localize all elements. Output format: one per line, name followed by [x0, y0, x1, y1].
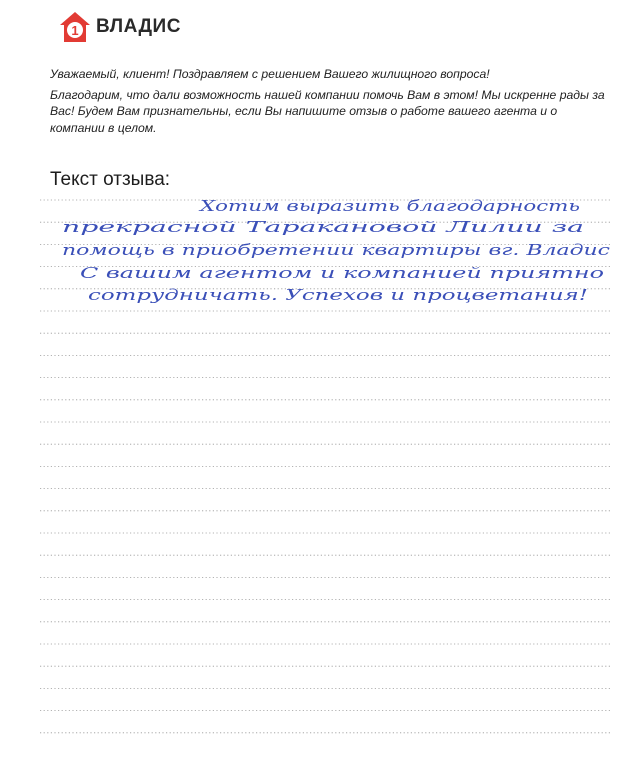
review-line: Хотим выразить благодарность: [198, 197, 581, 215]
review-heading: Текст отзыва:: [50, 169, 171, 190]
greeting: Уважаемый, клиент! Поздравляем с решением Вашего жилищного вопроса!: [50, 67, 490, 81]
review-line: прекрасной Таракановой Лилии за: [62, 218, 584, 236]
review-line: сотрудничать. Успехов и процветания!: [88, 286, 588, 304]
intro-body: Благодарим, что дали возможность нашей компании помочь Вам в этом! Мы искренне рады за Вас! Будем Вам признательны, если Вы напишите отзыв о работе вашего агента и о компании в целом.: [50, 87, 605, 135]
logo-badge-number: 1: [71, 23, 79, 38]
review-line: С вашим агентом и компанией приятно: [80, 264, 604, 282]
handwritten-review: [40, 0, 612, 768]
review-line: помощь в приобретении квартиры вг. Владис: [62, 241, 611, 259]
brand-name: ВЛАДИС: [96, 16, 181, 37]
